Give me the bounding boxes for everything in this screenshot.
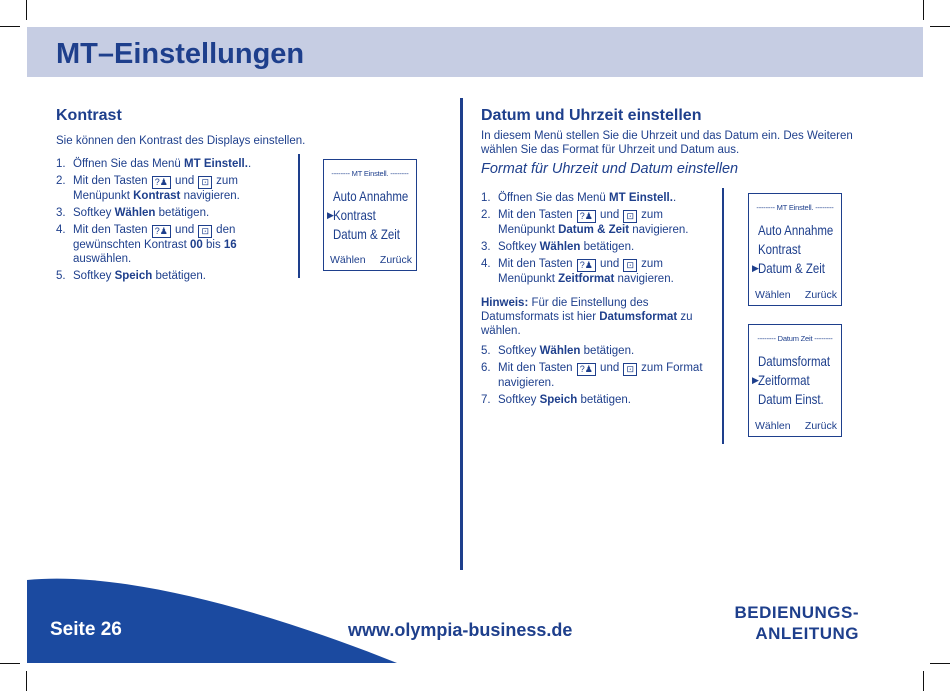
display-menu-item: Zeitformat	[758, 372, 810, 388]
step-text: Öffnen Sie das Menü	[73, 158, 185, 170]
step-text: betätigen.	[580, 241, 635, 253]
kontrast-intro: Sie können den Kontrast des Displays einstellen.	[56, 135, 306, 147]
step-number: 3.	[481, 241, 491, 253]
crop-mark	[930, 663, 950, 664]
display-menu-item: Datum Einst.	[758, 391, 824, 407]
step-text: Mit den Tasten	[73, 224, 151, 236]
book-key-icon: ⊡	[623, 210, 637, 223]
step-text: Softkey	[73, 207, 115, 219]
help-key-icon: ?♟	[152, 176, 171, 189]
step-emphasis: Datum & Zeit	[558, 224, 630, 236]
crop-mark	[0, 26, 20, 27]
crop-mark	[923, 671, 924, 691]
step-text: .	[672, 192, 677, 204]
hint-text-2: zu wählen.	[481, 311, 693, 337]
display-menu-item: Kontrast	[758, 241, 801, 257]
display-menu-item: Datumsformat	[758, 353, 831, 369]
step-text: navigieren.	[629, 224, 689, 236]
hint-label: Hinweis:	[481, 297, 529, 309]
step-item	[481, 393, 715, 407]
website-link[interactable]: www.olympia-business.de	[348, 620, 573, 640]
step-number: 6.	[481, 362, 491, 374]
section-heading-kontrast: Kontrast	[56, 107, 122, 124]
step-emphasis: MT Einstell.	[184, 158, 248, 170]
display-datum-zeit	[748, 324, 842, 437]
step-text: Öffnen Sie das Menü	[498, 192, 610, 204]
center-divider	[460, 98, 463, 570]
step-number: 5.	[56, 270, 66, 282]
datum-intro: In diesem Menü stellen Sie die Uhrzeit und das Datum ein. Des Weiteren wählen Sie das Format für Uhrzeit und Datum aus.	[481, 130, 853, 156]
help-key-icon: ?♟	[577, 363, 596, 376]
step-emphasis: 00	[190, 239, 203, 251]
crop-mark	[26, 671, 27, 691]
step-text: Softkey	[498, 241, 540, 253]
step-text: betätigen.	[155, 207, 210, 219]
hint-text-1: Für die Einstellung des Datumsformats ist hier	[481, 297, 649, 323]
display-header: -------- MT Einstell. --------	[331, 169, 409, 178]
help-key-icon: ?♟	[577, 210, 596, 223]
step-text: navigieren.	[614, 273, 674, 285]
softkey-left-label: Wählen	[330, 254, 366, 266]
step-text: zum Menüpunkt	[498, 209, 663, 236]
book-key-icon: ⊡	[623, 363, 637, 376]
step-item	[56, 157, 290, 171]
display-menu-item: Kontrast	[333, 207, 376, 223]
column-divider	[298, 154, 300, 278]
softkey-left-label: Wählen	[755, 289, 791, 301]
step-number: 4.	[56, 224, 66, 236]
step-text: zum Menüpunkt	[498, 258, 663, 285]
softkey-right-label: Zurück	[804, 289, 837, 301]
step-number: 1.	[56, 158, 66, 170]
page-number: Seite 26	[50, 619, 122, 640]
page-title: MT–Einstellungen	[56, 38, 305, 70]
softkey-right-label: Zurück	[379, 254, 412, 266]
step-emphasis: 16	[223, 239, 237, 251]
step-item	[481, 191, 709, 205]
step-number: 3.	[56, 207, 66, 219]
step-text: .	[247, 158, 252, 170]
display-menu-item: Auto Annahme	[758, 222, 834, 238]
crop-mark	[923, 0, 924, 20]
softkey-left-label: Wählen	[755, 420, 791, 432]
section-heading-datum: Datum und Uhrzeit einstellen	[481, 107, 702, 124]
step-item	[56, 223, 290, 266]
selection-cursor-icon: ▶	[327, 210, 334, 220]
hint-bold: Datumsformat	[599, 311, 678, 323]
step-emphasis: Wählen	[114, 207, 156, 219]
selection-cursor-icon: ▶	[752, 375, 759, 385]
help-key-icon: ?♟	[152, 225, 171, 238]
step-emphasis: MT Einstell.	[609, 192, 673, 204]
display-mt-einstell	[748, 193, 842, 306]
step-emphasis: Wählen	[539, 345, 581, 357]
step-number: 5.	[481, 345, 491, 357]
step-text: den gewünschten Kontrast	[73, 224, 236, 251]
step-text: Mit den Tasten	[73, 175, 151, 187]
step-item	[481, 257, 709, 286]
hint-text	[481, 296, 703, 338]
step-text: und	[596, 362, 623, 374]
step-item	[56, 174, 290, 203]
step-text: zum Format navigieren.	[498, 362, 703, 389]
manual-label-line1: BEDIENUNGS-	[734, 603, 859, 622]
book-key-icon: ⊡	[198, 225, 212, 238]
step-text: betätigen.	[580, 345, 635, 357]
display-menu-item: Datum & Zeit	[758, 260, 825, 276]
help-key-icon: ?♟	[577, 259, 596, 272]
display-kontrast	[323, 159, 417, 271]
display-header: -------- Datum Zeit --------	[757, 334, 833, 343]
step-text: und	[171, 224, 198, 236]
step-text: zum Menüpunkt	[73, 175, 238, 202]
step-text: Mit den Tasten	[498, 362, 576, 374]
step-item	[481, 240, 709, 254]
step-item	[481, 344, 715, 358]
step-item	[56, 269, 290, 283]
step-text: navigieren.	[180, 190, 240, 202]
book-key-icon: ⊡	[623, 259, 637, 272]
step-number: 2.	[481, 209, 491, 221]
step-text: und	[596, 258, 623, 270]
format-subheading: Format für Uhrzeit und Datum einstellen	[481, 161, 739, 177]
step-item	[481, 361, 715, 390]
step-number: 4.	[481, 258, 491, 270]
step-item	[481, 208, 709, 237]
manual-label	[734, 602, 859, 644]
book-key-icon: ⊡	[198, 176, 212, 189]
step-text: auswählen.	[73, 253, 132, 265]
step-number: 2.	[56, 175, 66, 187]
crop-mark	[0, 663, 20, 664]
step-emphasis: Zeitformat	[558, 273, 615, 285]
step-text: und	[171, 175, 198, 187]
crop-mark	[26, 0, 27, 20]
crop-mark	[930, 26, 950, 27]
column-divider-right	[722, 188, 724, 444]
selection-cursor-icon: ▶	[752, 263, 759, 273]
display-menu-item: Auto Annahme	[333, 188, 409, 204]
datum-steps-a	[481, 191, 709, 289]
step-text: und	[596, 209, 623, 221]
step-text: Softkey	[73, 270, 115, 282]
kontrast-steps	[56, 157, 290, 286]
step-emphasis: Wählen	[539, 241, 581, 253]
manual-label-line2: ANLEITUNG	[755, 624, 859, 643]
step-emphasis: Kontrast	[133, 190, 181, 202]
step-text: betätigen.	[152, 270, 206, 282]
display-header: -------- MT Einstell. --------	[756, 203, 834, 212]
step-number: 7.	[481, 394, 491, 406]
datum-steps-b	[481, 344, 715, 410]
step-text: Mit den Tasten	[498, 209, 576, 221]
step-number: 1.	[481, 192, 491, 204]
step-text: Softkey	[498, 345, 540, 357]
display-menu-item: Datum & Zeit	[333, 226, 400, 242]
step-text: betätigen.	[577, 394, 631, 406]
softkey-right-label: Zurück	[804, 420, 837, 432]
step-text: bis	[202, 239, 224, 251]
step-item	[56, 206, 290, 220]
step-text: Mit den Tasten	[498, 258, 576, 270]
step-text: Softkey	[498, 394, 540, 406]
step-emphasis: Speich	[539, 394, 578, 406]
step-emphasis: Speich	[114, 270, 153, 282]
